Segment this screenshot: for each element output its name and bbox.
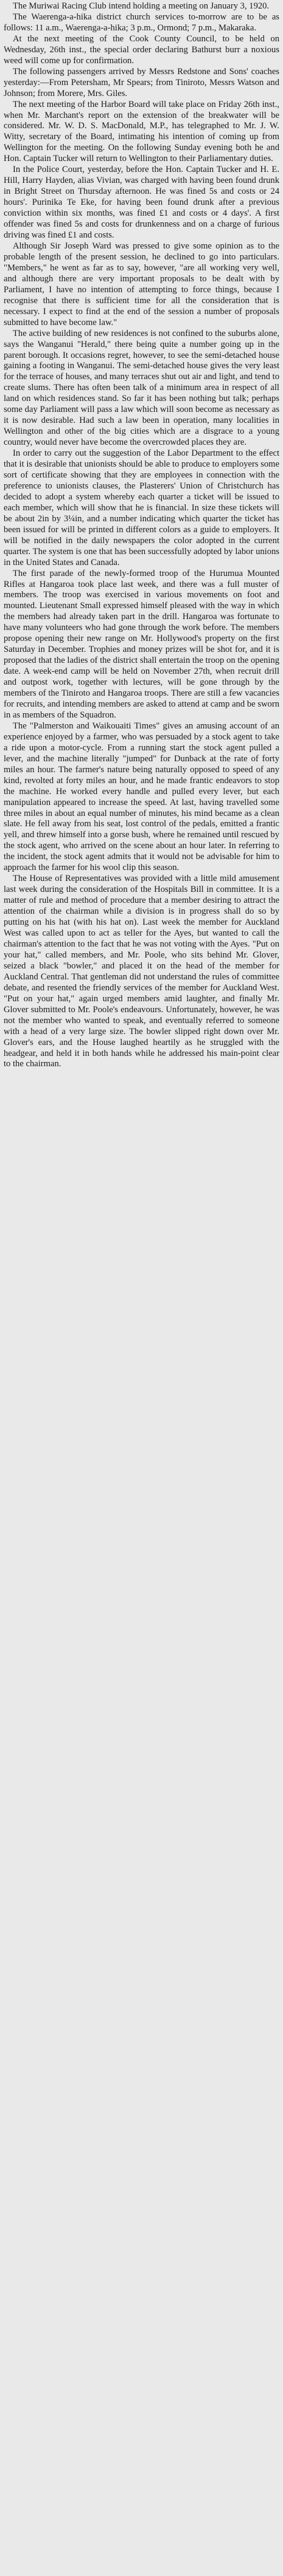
paragraph-muriwai-racing: The Muriwai Racing Club intend holding a meeting on January 3, 1920. (13, 1, 270, 11)
paragraph-motor-cycle: The "Palmerston and Waikouaiti Times" gives an amusing account of an experience enjoyed by a farmer, who was persuaded by a stock agent to take a ride upon a motor-cycle. From a running start the stock agent pulled a lever, and the machine literally "jumped" for Dunback at the rate of forty miles an hour. The farmer's nature being naturally opposed to speed of any kind, revolted at forty miles an hour, and he made frantic endeavors to stop the machine. He worked every handle and pulled every lever, but each manipulation appeared to increase the speed. At last, having travelled some three miles in about an equal number of minutes, his mind became as a clean slate. He fell away from his seat, lost control of the pedals, emitted a frantic yell, and threw himself into a gorse bush, where he remained until rescued by the stock agent, who arrived on the scene about an hour later. In referring to the incident, the stock agent admits that it would not be advisable for him to approach the farmer for his wool clip this season. (4, 721, 279, 873)
paragraph-session-length: Although Sir Joseph Ward was pressed to give some opinion as to the probable length of the present session, he declined to go into particulars. "Members," he went as far as to say, however, "are all working very well, and although there are very important proposals to be dealt with by Parliament, I have no intention of attempting to force things, because I recognise that there is sufficient time for all the consideration that is necessary. I expect to find at the end of the session a number of proposals submitted to have become law." (4, 241, 279, 327)
paragraph-mounted-rifles: The first parade of the newly-formed troop of the Hurumua Mounted Rifles at Hangaroa took place last week, and there was a full muster of members. The troop was exercised in various movements on foot and mounted. Lieutenant Small expressed himself pleased with the way in which the members had already taken part in the drill. Hangaroa was fortunate to have many volunteers who had gone through the work before. The members propose opening their new range on Mr. Hollywood's property on the first Saturday in December. Trophies and money prizes will be shot for, and it is proposed that the ladies of the district shall entertain the troop on the opening date. A week-end camp will be held on November 27th, when recruit drill and outpost work, together with lectures, will be gone through by the members of the Tiniroto and Hangaroa troops. There are still a few vacancies for recruits, and intending members are asked to attend at camp and be sworn in as members of the Squadron. (4, 568, 279, 720)
paragraph-coach-passengers: The following passengers arrived by Messrs Redstone and Sons' coaches yesterday:—From Petersham, Mr Spears; from Tiniroto, Messrs Watson and Johnson; from Morere, Mrs. Giles. (4, 66, 279, 98)
paragraph-church-services: The Waerenga-a-hika district church services to-morrow are to be as follows: 11 a.m., Waerenga-a-hika; 3 p.m., Ormond; 7 p.m., Makaraka. (4, 12, 279, 33)
paragraph-house-of-representatives: The House of Representatives was provided with a little mild amusement last week during the consideration of the Hospitals Bill in committee. It is a matter of rule and method of procedure that a member desiring to attract the attention of the chairman while a division is in progress shall do so by putting on his hat (with his hat on). Last week the member for Auckland West was called upon to act as teller for the Ayes, but wanted to call the chairman's attention to the fact that he was not voting with the Ayes. "Put on your hat," called members, and Mr. Poole, who sits behind Mr. Glover, seized a black "bowler," and placed it on the head of the member for Auckland Central. That gentleman did not understand the rules of committee debate, and resented the friendly services of the member for Auckland West. "Put on your hat," again urged members amid laughter, and finally Mr. Glover submitted to Mr. Poole's endeavours. Unfortunately, however, he was not the member who wanted to speak, and eventually referred to someone with a head of a very large size. The bowler slipped right down over Mr. Glover's ears, and the House laughed heartily as he struggled with the headgear, and held it in both hands while he addressed his main-point clear to the chairman. (4, 874, 279, 1069)
paragraph-plasterers-union: In order to carry out the suggestion of the Labor Department to the effect that it is desirable that unionists should be able to produce to employers some sort of certificate showing that they are employees in connection with the preference to unionists clauses, the Plasterers' Union of Christchurch has decided to adopt a system whereby each quarter a ticket will be issued to each member, which will show that he is financial. In size these tickets will be about 2in by 3¼in, and a number indicating which quarter the ticket has been issued for will be printed in different colors as a guide to employers. It will be notified in the daily newspapers the color adopted in the current quarter. The system is one that has been successfully adopted by labor unions in the United States and Canada. (4, 448, 279, 567)
paragraph-harbor-board: The next meeting of the Harbor Board will take place on Friday 26th inst., when Mr. Marchant's report on the extension of the breakwater will be considered. Mr. W. D. S. MacDonald, M.P., has telegraphed to Mr. J. W. Witty, secretary of the Board, intimating his intention of coming up from Wellington for the meeting. On the following Sunday evening both he and Hon. Captain Tucker will return to Wellington to their Parliamentary duties. (4, 99, 279, 164)
paragraph-police-court: In the Police Court, yesterday, before the Hon. Captain Tucker and H. E. Hill, Harry Hayden, alias Vivian, was charged with having been found drunk in Bright Street on Thursday afternoon. He was fined 5s and costs or 24 hours'. Purinika Te Eke, for having been found drunk after a previous conviction within six months, was fined £1 and costs or 4 days'. A first offender was fined 5s and costs for drunkenness and on a charge of furious driving was fined £1 and costs. (4, 165, 279, 241)
paragraph-county-council: At the next meeting of the Cook County Council, to be held on Wednesday, 26th inst., the special order declaring Bathurst burr a noxious weed will come up for confirmation. (4, 33, 279, 66)
paragraph-residences: The active building of new residences is not confined to the suburbs alone, says the Wanganui "Herald," there being quite a number going up in the parent borough. It occasions regret, however, to see the semi-detached house gaining a footing in Wanganui. The semi-detached house gives the very least for the terrace of houses, and many terraces shut out air and light, and tend to create slums. There has often been talk of a minimum area in respect of all land on which residences stand. So far it has been nothing but talk; perhaps some day Parliament will pass a law which will soon become as necessary as it is now desirable. Had such a law been in operation, many localities in Wellington and other of the big cities which are a disgrace to a young country, would never have become the overcrowded places they are. (4, 328, 279, 448)
